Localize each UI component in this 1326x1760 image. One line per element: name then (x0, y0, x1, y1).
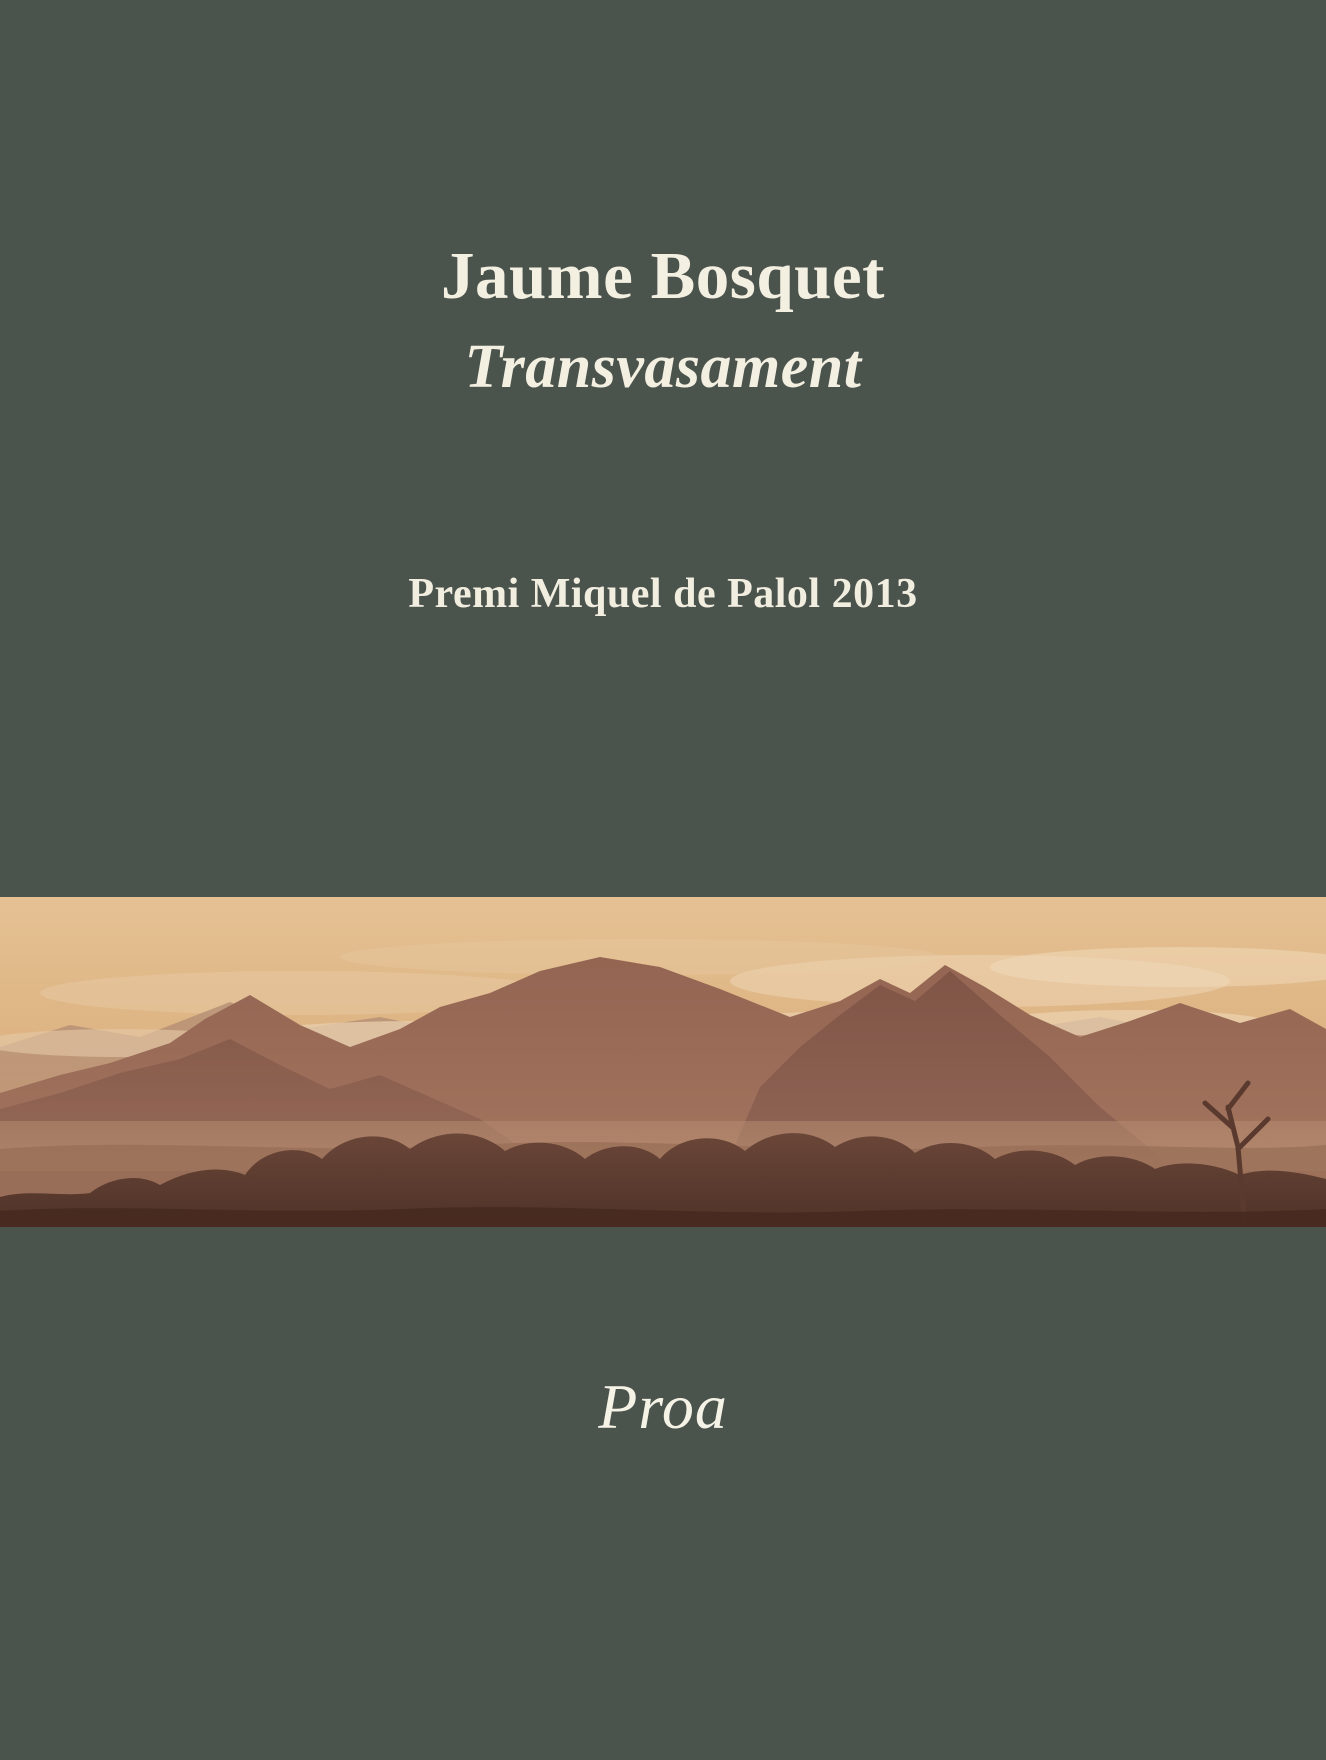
cover-photo (0, 897, 1326, 1227)
book-title: Transvasament (464, 333, 862, 401)
award-line: Premi Miquel de Palol 2013 (408, 571, 918, 617)
publisher-logo: Proa (598, 1371, 728, 1442)
mountain-landscape-illustration (0, 897, 1326, 1227)
author-name: Jaume Bosquet (441, 239, 885, 313)
